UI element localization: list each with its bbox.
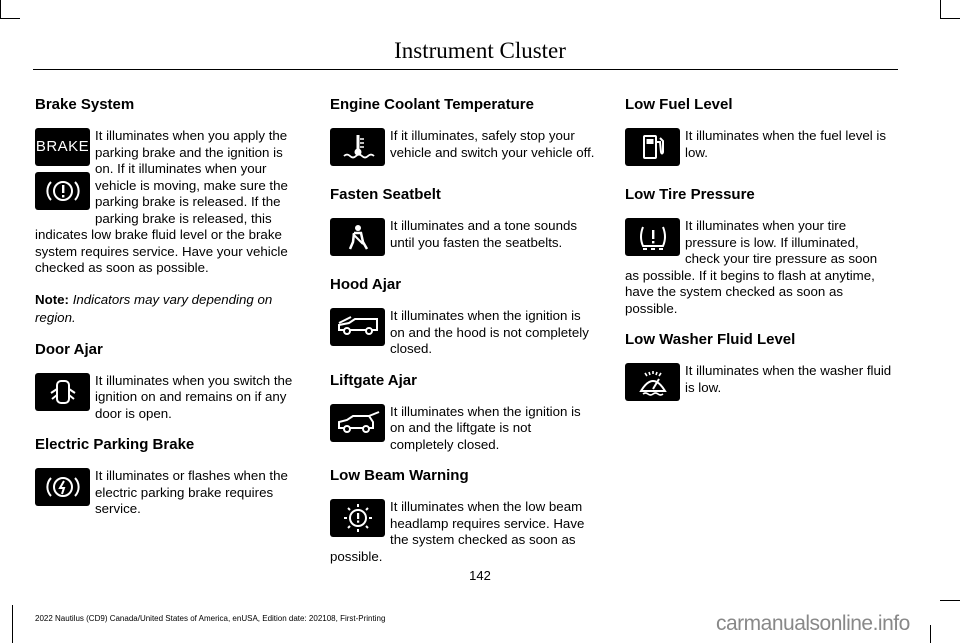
coolant-temperature-icon (330, 128, 385, 166)
seatbelt-icon (330, 218, 385, 256)
note-text: Indicators may vary depending on region. (35, 291, 273, 325)
entry-brake-system (35, 128, 303, 277)
low-beam-warning-icon (330, 499, 385, 537)
section-title-liftgate-ajar: Liftgate Ajar (330, 371, 417, 389)
entry-door-ajar (35, 373, 303, 423)
entry-low-fuel (625, 128, 893, 172)
low-fuel-text: It illuminates when the fuel level is low. (685, 128, 887, 160)
section-title-electric-parking-brake: Electric Parking Brake (35, 436, 195, 453)
column-right (625, 96, 893, 421)
crop-mark (930, 625, 931, 643)
brake-warning-icon (35, 172, 90, 210)
crop-mark (940, 18, 960, 19)
washer-fluid-text: It illuminates when the washer fluid is low. (685, 363, 892, 395)
footer-edition-info: 2022 Nautilus (CD9) Canada/United States of America, enUSA, Edition date: 202108, First-Printing (35, 614, 386, 623)
section-title-low-beam: Low Beam Warning (330, 467, 469, 484)
crop-mark (940, 0, 941, 18)
brake-label: BRAKE (35, 137, 90, 155)
entry-washer-fluid (625, 363, 893, 407)
note (35, 291, 303, 327)
crop-mark (940, 600, 960, 601)
crop-mark (0, 18, 20, 19)
liftgate-ajar-text: It illuminates when the ignition is on and the liftgate is not completely closed. (390, 403, 581, 452)
section-title-low-fuel: Low Fuel Level (625, 96, 733, 113)
brake-text-icon (35, 128, 90, 166)
column-left (35, 96, 303, 532)
entry-seatbelt (330, 218, 598, 262)
watermark: carmanualsonline.info (716, 612, 910, 635)
liftgate-ajar-icon (330, 404, 385, 442)
seatbelt-text: It illuminates and a tone sounds until you fasten the seatbelts. (390, 218, 578, 250)
page-number: 142 (469, 568, 491, 583)
section-title-brake-system: Brake System (35, 96, 135, 113)
entry-hood-ajar (330, 308, 598, 358)
coolant-text: If it illuminates, safely stop your vehicle and switch your vehicle off. (390, 128, 595, 160)
note-label: Note: (35, 291, 69, 307)
brake-system-text: It illuminates when you apply the parking brake and the ignition is on. If it illuminates when your vehicle is moving, make sure the parking brake is released. If the parking brake is released, this indicates low brake fluid level or the brake system requires service. Have your vehicle checked as soon as possible. (35, 128, 288, 275)
electric-parking-brake-text: It illuminates or flashes when the electric parking brake requires service. (95, 468, 288, 516)
fuel-pump-icon (625, 128, 680, 166)
entry-low-beam (330, 499, 598, 565)
low-tire-text: It illuminates when your tire pressure is low. If illuminated, check your tire pressure as soon as possible. If it begins to flash at anytime, have the system checked as soon as possible. (625, 218, 878, 316)
low-beam-text: It illuminates when the low beam headlamp requires service. Have the system checked as soon as possible. (330, 499, 585, 564)
page-title: Instrument Cluster (394, 38, 566, 63)
section-title-hood-ajar: Hood Ajar (330, 276, 402, 293)
entry-liftgate-ajar (330, 404, 598, 454)
section-title-door-ajar: Door Ajar (35, 340, 103, 358)
section-title-seatbelt: Fasten Seatbelt (330, 186, 441, 203)
header-rule (33, 69, 898, 70)
washer-fluid-icon (625, 363, 680, 401)
crop-mark (0, 0, 1, 18)
door-ajar-icon (35, 373, 90, 411)
door-ajar-text: It illuminates when you switch the ignition on and remains on if any door is open. (95, 372, 293, 421)
entry-low-tire (625, 218, 893, 317)
section-title-washer-fluid: Low Washer Fluid Level (625, 331, 796, 348)
hood-ajar-icon (330, 308, 385, 346)
electric-parking-brake-icon (35, 468, 90, 506)
tire-pressure-icon (625, 218, 680, 256)
hood-ajar-text: It illuminates when the ignition is on and the hood is not completely closed. (390, 308, 589, 356)
column-middle (330, 96, 598, 579)
section-title-coolant: Engine Coolant Temperature (330, 96, 534, 113)
entry-coolant (330, 128, 598, 172)
section-title-low-tire: Low Tire Pressure (625, 186, 755, 203)
entry-electric-parking-brake (35, 468, 303, 518)
crop-mark (12, 605, 13, 643)
